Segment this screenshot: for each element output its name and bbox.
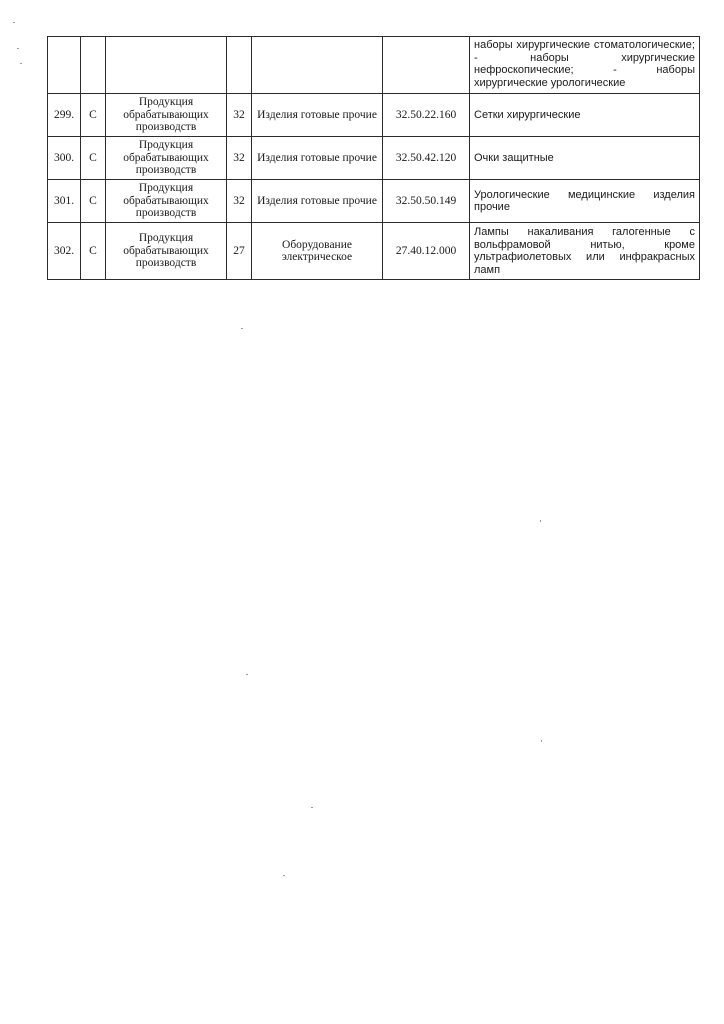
row-number: 300.	[48, 137, 81, 180]
row-number: 299.	[48, 94, 81, 137]
description-cell: наборы хирургические стоматологические; - наборы хирургические нефроскопические; - наборы хирургические урологические	[470, 37, 700, 94]
table-row	[48, 180, 700, 223]
category-cell	[106, 37, 227, 94]
group-name: Изделия готовые прочие	[252, 137, 383, 180]
product-table	[47, 36, 700, 280]
row-number: 302.	[48, 223, 81, 280]
product-code: 27.40.12.000	[383, 223, 470, 280]
product-description: Урологические медицинские изделия прочие	[470, 180, 700, 223]
section-letter: C	[81, 94, 106, 137]
category-name: Продукция обрабатывающих производств	[106, 94, 227, 137]
scan-speck	[246, 674, 248, 675]
code-cell	[383, 37, 470, 94]
category-name: Продукция обрабатывающих производств	[106, 223, 227, 280]
group-name: Изделия готовые прочие	[252, 180, 383, 223]
product-code: 32.50.50.149	[383, 180, 470, 223]
division-code: 32	[227, 137, 252, 180]
table-row-continuation	[48, 37, 700, 94]
section-cell	[81, 37, 106, 94]
division-code: 27	[227, 223, 252, 280]
scan-speck	[17, 48, 19, 49]
scan-speck	[241, 328, 243, 329]
category-name: Продукция обрабатывающих производств	[106, 180, 227, 223]
division-code: 32	[227, 180, 252, 223]
product-description: Лампы накаливания галогенные с вольфрамовой нитью, кроме ультрафиолетовых или инфракрасных ламп	[470, 223, 700, 280]
group-cell	[252, 37, 383, 94]
scan-speck	[541, 740, 542, 742]
scan-speck	[540, 520, 541, 522]
scan-speck	[13, 22, 15, 23]
group-name: Оборудование электрическое	[252, 223, 383, 280]
number-cell	[48, 37, 81, 94]
division-code: 32	[227, 94, 252, 137]
section-letter: C	[81, 137, 106, 180]
section-letter: C	[81, 180, 106, 223]
group-name: Изделия готовые прочие	[252, 94, 383, 137]
table-row	[48, 94, 700, 137]
product-description: Сетки хирургические	[470, 94, 700, 137]
row-number: 301.	[48, 180, 81, 223]
table-row	[48, 137, 700, 180]
scan-speck	[311, 807, 313, 808]
division-cell	[227, 37, 252, 94]
product-description: Очки защитные	[470, 137, 700, 180]
product-code: 32.50.42.120	[383, 137, 470, 180]
section-letter: C	[81, 223, 106, 280]
scan-speck	[20, 63, 22, 64]
scan-speck	[283, 875, 285, 876]
category-name: Продукция обрабатывающих производств	[106, 137, 227, 180]
product-code: 32.50.22.160	[383, 94, 470, 137]
table-row	[48, 223, 700, 280]
